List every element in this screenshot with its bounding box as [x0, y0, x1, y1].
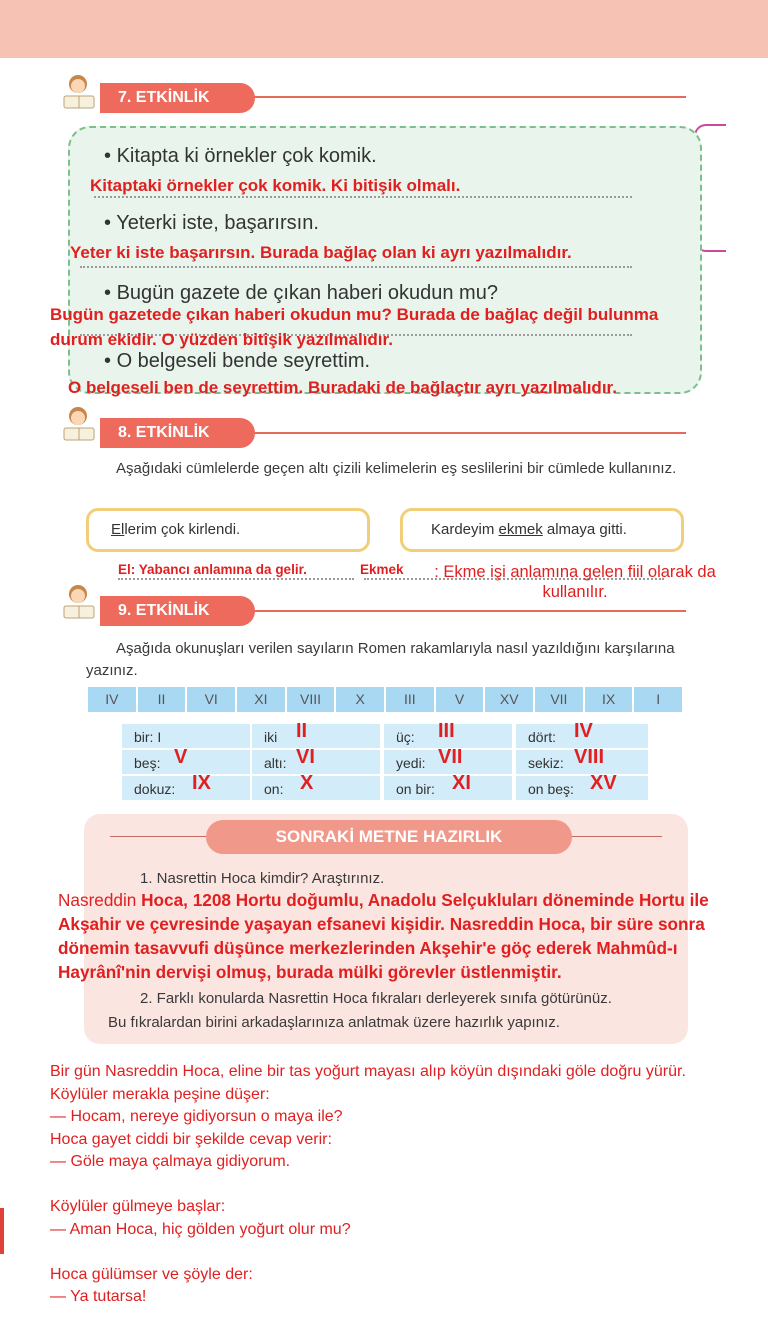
numeral-cell: VII [535, 687, 585, 712]
reading-girl-icon [58, 72, 102, 114]
story-blank [50, 1241, 750, 1264]
story-line: — Göle maya çalmaya gidiyorum. [50, 1153, 291, 1170]
activity-8-instruction: Aşağıdaki cümlelerde geçen altı çizili kelimelerin eş seslilerini bir cümlede kullanınız. [116, 460, 677, 477]
grid-cell: dört: [516, 724, 648, 748]
numeral-cell: I [656, 691, 661, 707]
roman-answer: VI [296, 746, 315, 768]
grid-cell: on bir: [384, 776, 512, 800]
numeral-cell: V [436, 687, 486, 712]
answer-1: Kitaptaki örnekler çok komik. Ki bitişik olmalı. [90, 176, 461, 195]
answer-3: Bugün gazetede çıkan haberi okudun mu? Burada de bağlaç değil bulunma durum ekidir. O yüzden bitişik yazılmalıdır. [50, 305, 659, 349]
numeral-cell: VIII [287, 687, 337, 712]
story-line: — Aman Hoca, hiç gölden yoğurt olur mu? [50, 1220, 351, 1238]
roman-numeral-grid [122, 722, 648, 800]
story-line: Köylüler gülmeye başlar: [50, 1198, 226, 1215]
numeral-cell: IV [88, 687, 138, 712]
answer-4: O belgeseli ben de seyrettim. Buradaki de bağlaçtır ayrı yazılmalıdır. [68, 378, 617, 397]
numeral-cell: XI [237, 687, 287, 712]
sentence-pre: Kardeyim [431, 521, 499, 538]
answer-name: Nasreddin [58, 890, 137, 910]
numeral-strip [88, 687, 682, 712]
sentence-2: • Yeterki iste, başarırsın. [104, 212, 319, 235]
activity-9-title: 9. ETKİNLİK [100, 596, 255, 626]
roman-answer: VIII [574, 746, 605, 768]
numeral-cell: IX [585, 687, 635, 712]
question-2-cont: Bu fıkralardan birini arkadaşlarınıza anlatmak üzere hazırlık yapınız. [108, 1014, 560, 1031]
preparation-title: SONRAKİ METNE HAZIRLIK [206, 820, 572, 854]
activity-9-instruction: Aşağıda okunuşları verilen sayıların Romen rakamlarıyla nasıl yazıldığını karşılarına yazınız. [86, 640, 675, 679]
grid-cell: on: [252, 776, 380, 800]
story-blank [50, 1174, 750, 1197]
roman-answer: X [300, 772, 314, 794]
story-text [50, 1061, 750, 1309]
sentence-box-2 [400, 508, 684, 552]
grid-cell: beş: [122, 750, 250, 774]
answer-text: Hoca, 1208 Hortu doğumlu, Anadolu Selçukluları döneminde Hortu ile Akşahir ve çevresinde yaşayan efsanevi kişidir. Nasreddin Hoca, bir süre sonra dönemin tasavvufi düşünce merkezlerinden Akşehir'e göç ederek Mahmûd-ı Hayrânî'nin dervişi olmuş, burada mülki görevler üstlenmiştir. [58, 890, 709, 982]
story-line: Hoca gülümser ve şöyle der: [50, 1265, 253, 1283]
sentence-4: • O belgeseli bende seyrettim. [104, 350, 370, 373]
answer-el: El: Yabancı anlamına da gelir. [118, 562, 307, 577]
roman-answer: II [296, 720, 308, 742]
numeral-cell: III [386, 687, 436, 712]
numeral-cell: X [336, 687, 386, 712]
story-line: Hoca gayet ciddi bir şekilde cevap verir: [50, 1130, 332, 1148]
section-divider [568, 836, 662, 837]
grid-cell: bir: I [122, 724, 250, 748]
sentence-3: • Bugün gazete de çıkan haberi okudun mu? [104, 282, 498, 305]
top-banner [0, 0, 768, 58]
grid-cell: sekiz: [516, 750, 648, 774]
answer-ekmek: : Ekme işi anlamına gelen fiil olarak da kullanılır. [434, 563, 716, 601]
roman-answer: V [174, 746, 188, 768]
activity-8-title: 8. ETKİNLİK [100, 418, 255, 448]
sentence-post: almaya gitti. [542, 521, 627, 538]
numeral-cell: XV [485, 687, 535, 712]
section-divider [250, 432, 686, 434]
numeral-cell: VI [187, 687, 237, 712]
sentence-box-1 [86, 508, 370, 552]
grid-cell: altı: [252, 750, 380, 774]
margin-mark [0, 1208, 4, 1254]
roman-answer: IX [192, 772, 211, 794]
grid-cell: on beş: [516, 776, 648, 800]
question-1: 1. Nasrettin Hoca kimdir? Araştırınız. [140, 870, 385, 887]
roman-answer: VII [438, 746, 463, 768]
activity-7-title: 7. ETKİNLİK [100, 83, 255, 113]
story-line: Bir gün Nasreddin Hoca, eline bir tas yoğurt mayası alıp köyün dışındaki göle doğru yürür. [50, 1063, 686, 1080]
roman-answer: XI [452, 772, 471, 794]
roman-answer: III [438, 720, 455, 742]
story-line: Köylüler merakla peşine düşer: [50, 1085, 270, 1103]
section-divider [250, 610, 686, 612]
answer-line [80, 266, 632, 268]
section-divider [250, 96, 686, 98]
numeral-cell: II [138, 687, 188, 712]
underlined-word: El [111, 521, 125, 538]
story-line: — Hocam, nereye gidiyorsun o maya ile? [50, 1108, 343, 1125]
answer-nasreddin [58, 888, 768, 984]
answer-2: Yeter ki iste başarırsın. Burada bağlaç olan ki ayrı yazılmalıdır. [70, 243, 572, 262]
reading-girl-icon [58, 404, 102, 446]
grid-cell: üç: [384, 724, 512, 748]
reading-girl-icon [58, 582, 102, 624]
sentence-rest: lerim çok kirlendi. [124, 521, 241, 538]
underlined-word: ekmek [498, 521, 543, 538]
grid-cell: yedi: [384, 750, 512, 774]
answer-line [118, 578, 354, 580]
roman-answer: XV [590, 772, 617, 794]
answer-line [94, 196, 632, 198]
question-2: 2. Farklı konularda Nasrettin Hoca fıkraları derleyerek sınıfa götürünüz. [140, 990, 612, 1007]
story-line: — Ya tutarsa! [50, 1288, 147, 1305]
roman-answer: IV [574, 720, 593, 742]
answer-ekmek-label: Ekmek [360, 562, 404, 577]
grid-cell: iki [252, 724, 380, 748]
grid-cell: dokuz: [122, 776, 250, 800]
section-divider [110, 836, 210, 837]
sentence-1: • Kitapta ki örnekler çok komik. [104, 145, 377, 168]
